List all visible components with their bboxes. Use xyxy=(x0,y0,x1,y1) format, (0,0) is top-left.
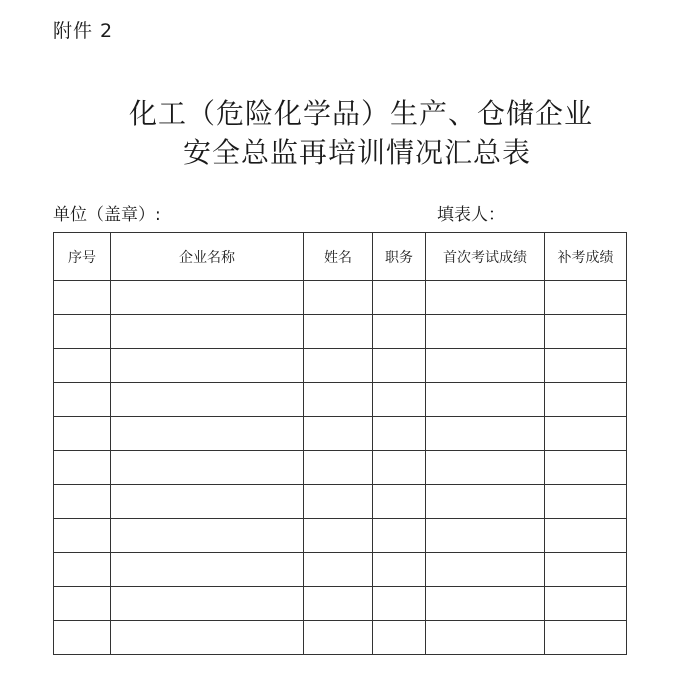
cell-serial xyxy=(54,621,111,655)
cell-company-name xyxy=(111,519,304,553)
cell-position xyxy=(373,519,426,553)
cell-position xyxy=(373,315,426,349)
column-header-name: 姓名 xyxy=(304,233,373,281)
cell-name xyxy=(304,587,373,621)
cell-makeup-exam-score xyxy=(545,349,627,383)
cell-position xyxy=(373,621,426,655)
column-header-first-exam-score: 首次考试成绩 xyxy=(426,233,545,281)
cell-serial xyxy=(54,587,111,621)
training-summary-table xyxy=(53,232,627,655)
table-header-row xyxy=(54,233,627,281)
cell-makeup-exam-score xyxy=(545,485,627,519)
cell-serial xyxy=(54,281,111,315)
cell-name xyxy=(304,349,373,383)
cell-first-exam-score xyxy=(426,315,545,349)
cell-makeup-exam-score xyxy=(545,383,627,417)
cell-makeup-exam-score xyxy=(545,315,627,349)
table-row xyxy=(54,621,627,655)
table-body xyxy=(54,281,627,655)
cell-makeup-exam-score xyxy=(545,451,627,485)
cell-name xyxy=(304,315,373,349)
attachment-label: 附件 2 xyxy=(53,20,114,42)
table-row xyxy=(54,281,627,315)
cell-company-name xyxy=(111,485,304,519)
document-title-line-2: 安全总监再培训情况汇总表 xyxy=(182,136,531,169)
cell-serial xyxy=(54,349,111,383)
cell-company-name xyxy=(111,315,304,349)
cell-first-exam-score xyxy=(426,519,545,553)
cell-makeup-exam-score xyxy=(545,621,627,655)
cell-company-name xyxy=(111,553,304,587)
column-header-position: 职务 xyxy=(373,233,426,281)
cell-first-exam-score xyxy=(426,553,545,587)
column-header-serial: 序号 xyxy=(54,233,111,281)
cell-name xyxy=(304,281,373,315)
cell-company-name xyxy=(111,587,304,621)
cell-name xyxy=(304,485,373,519)
table-row xyxy=(54,553,627,587)
cell-position xyxy=(373,485,426,519)
cell-first-exam-score xyxy=(426,485,545,519)
cell-serial xyxy=(54,383,111,417)
table-row xyxy=(54,451,627,485)
cell-position xyxy=(373,587,426,621)
cell-company-name xyxy=(111,417,304,451)
cell-first-exam-score xyxy=(426,621,545,655)
cell-company-name xyxy=(111,281,304,315)
cell-position xyxy=(373,383,426,417)
cell-first-exam-score xyxy=(426,281,545,315)
cell-position xyxy=(373,451,426,485)
cell-first-exam-score xyxy=(426,451,545,485)
cell-makeup-exam-score xyxy=(545,417,627,451)
document-title-line-1: 化工（危险化学品）生产、仓储企业 xyxy=(128,97,593,130)
table-row xyxy=(54,417,627,451)
cell-serial xyxy=(54,315,111,349)
cell-name xyxy=(304,383,373,417)
table-row xyxy=(54,587,627,621)
form-filler-label: 填表人： xyxy=(437,205,505,225)
table-row xyxy=(54,315,627,349)
column-header-makeup-exam-score: 补考成绩 xyxy=(545,233,627,281)
cell-first-exam-score xyxy=(426,587,545,621)
cell-first-exam-score xyxy=(426,349,545,383)
cell-serial xyxy=(54,485,111,519)
column-header-company-name: 企业名称 xyxy=(111,233,304,281)
cell-first-exam-score xyxy=(426,383,545,417)
cell-serial xyxy=(54,451,111,485)
cell-name xyxy=(304,451,373,485)
cell-serial xyxy=(54,417,111,451)
cell-company-name xyxy=(111,451,304,485)
cell-first-exam-score xyxy=(426,417,545,451)
table-row xyxy=(54,383,627,417)
cell-makeup-exam-score xyxy=(545,519,627,553)
unit-seal-label: 单位（盖章）: xyxy=(53,205,161,225)
cell-position xyxy=(373,553,426,587)
cell-serial xyxy=(54,553,111,587)
cell-name xyxy=(304,417,373,451)
cell-makeup-exam-score xyxy=(545,553,627,587)
cell-name xyxy=(304,621,373,655)
cell-company-name xyxy=(111,383,304,417)
cell-company-name xyxy=(111,349,304,383)
cell-makeup-exam-score xyxy=(545,281,627,315)
cell-position xyxy=(373,417,426,451)
cell-name xyxy=(304,553,373,587)
cell-serial xyxy=(54,519,111,553)
table-row xyxy=(54,349,627,383)
cell-makeup-exam-score xyxy=(545,587,627,621)
cell-name xyxy=(304,519,373,553)
table-row xyxy=(54,519,627,553)
cell-position xyxy=(373,281,426,315)
cell-position xyxy=(373,349,426,383)
table-row xyxy=(54,485,627,519)
cell-company-name xyxy=(111,621,304,655)
